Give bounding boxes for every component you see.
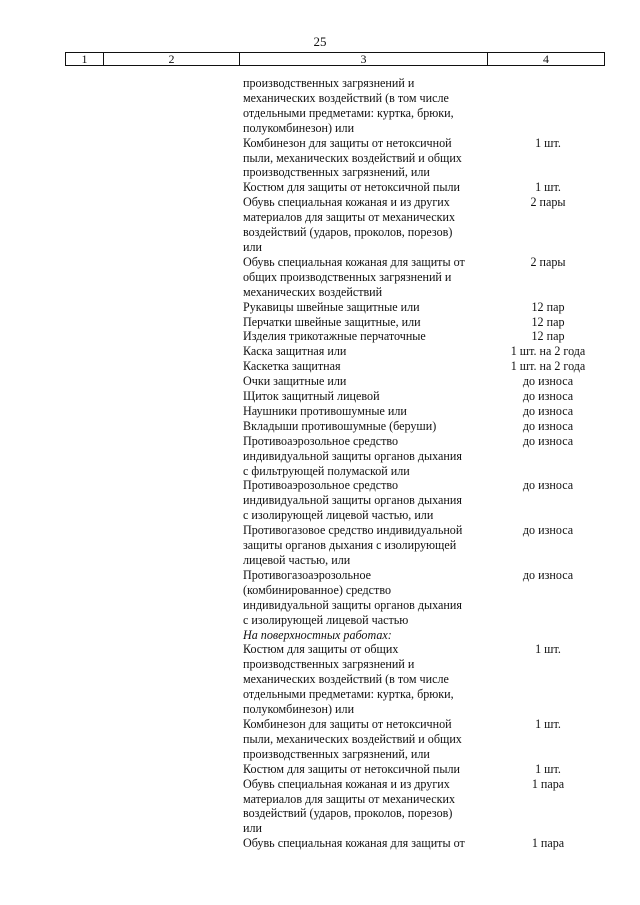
item-description-line: Щиток защитный лицевой bbox=[243, 389, 380, 404]
item-description-line: лицевой частью, или bbox=[243, 553, 351, 567]
item-description-line: Обувь специальная кожаная и из других bbox=[243, 776, 450, 791]
item-quantity: до износа bbox=[522, 567, 574, 582]
item-description-line: механических воздействий bbox=[243, 284, 383, 299]
item-description-line: или bbox=[243, 821, 262, 836]
item-description-line: производственных загрязнений и bbox=[243, 76, 415, 90]
item-description bbox=[243, 195, 493, 255]
item-description-line: Перчатки швейные защитные, или bbox=[243, 314, 421, 329]
item-description-line: Рукавицы швейные защитные или bbox=[243, 299, 420, 314]
item-quantity: 1 шт. на 2 года bbox=[510, 344, 586, 359]
item-description-line: индивидуальной защиты органов дыхания bbox=[243, 493, 462, 508]
item-quantity: до износа bbox=[522, 523, 574, 538]
table-header bbox=[65, 52, 605, 66]
column-header-1: 1 bbox=[66, 53, 104, 65]
item-description-line: производственных загрязнений, или bbox=[243, 165, 430, 180]
item-quantity: 2 пары bbox=[530, 254, 566, 269]
item-description-line: механических воздействий (в том числе bbox=[243, 90, 449, 105]
item-quantity bbox=[493, 76, 603, 136]
item-description-line: защиты органов дыхания с изолирующей bbox=[243, 538, 457, 553]
item-description bbox=[243, 76, 493, 136]
item-quantity: 1 шт. bbox=[535, 761, 561, 776]
item-description bbox=[243, 836, 493, 851]
item-description-line: материалов для защиты от механических bbox=[243, 210, 455, 225]
item-description-line: механических воздействий (в том числе bbox=[243, 672, 449, 687]
item-description-line: Комбинезон для защиты от нетоксичной bbox=[243, 135, 452, 150]
item-description bbox=[243, 478, 493, 523]
table-row bbox=[0, 404, 640, 419]
table-row bbox=[0, 389, 640, 404]
item-description bbox=[243, 344, 493, 359]
table-row bbox=[0, 434, 640, 479]
column-header-2: 2 bbox=[104, 53, 240, 65]
item-description-line: (комбинированное) средство bbox=[243, 582, 392, 597]
item-quantity: до износа bbox=[522, 389, 574, 404]
table-row bbox=[0, 777, 640, 837]
item-description-line: Обувь специальная кожаная и из других bbox=[243, 195, 450, 210]
item-description-line: Противоаэрозольное средство bbox=[243, 478, 399, 493]
item-description-line: с фильтрующей полумаской или bbox=[243, 463, 410, 478]
table-row bbox=[0, 762, 640, 777]
section-heading: На поверхностных работах: bbox=[243, 627, 392, 642]
table-row bbox=[0, 300, 640, 315]
table-row bbox=[0, 717, 640, 762]
item-quantity: 1 пара bbox=[531, 776, 565, 791]
table-row bbox=[0, 329, 640, 344]
item-description-line: Противогазовое средство индивидуальной bbox=[243, 523, 463, 538]
item-description bbox=[243, 359, 493, 374]
item-description-line: Костюм для защиты от нетоксичной пыли bbox=[243, 180, 460, 195]
column-header-4: 4 bbox=[543, 52, 549, 66]
item-description bbox=[243, 180, 493, 195]
table-body bbox=[0, 76, 640, 851]
item-quantity: 1 шт. bbox=[535, 135, 561, 150]
table-row bbox=[0, 255, 640, 300]
table-row bbox=[0, 195, 640, 255]
item-description-line: воздействий (ударов, проколов, порезов) bbox=[243, 806, 453, 821]
item-description-line: отдельными предметами: куртка, брюки, bbox=[243, 105, 454, 120]
item-description-line: пыли, механических воздействий и общих bbox=[243, 731, 462, 746]
item-description bbox=[243, 762, 493, 777]
item-description-line: пыли, механических воздействий и общих bbox=[243, 150, 462, 165]
item-description-line: полукомбинезон) или bbox=[243, 702, 355, 717]
item-description bbox=[243, 329, 493, 344]
table-row bbox=[0, 419, 640, 434]
item-description bbox=[243, 389, 493, 404]
item-description-line: Очки защитные или bbox=[243, 374, 347, 389]
item-description-line: Противоаэрозольное средство bbox=[243, 433, 399, 448]
item-description bbox=[243, 777, 493, 837]
table-row bbox=[0, 374, 640, 389]
item-description bbox=[243, 717, 493, 762]
item-description-line: или bbox=[243, 239, 262, 254]
table-row bbox=[0, 180, 640, 195]
item-description bbox=[243, 419, 493, 434]
item-quantity: 12 пар bbox=[531, 314, 565, 329]
table-row bbox=[0, 76, 640, 136]
item-quantity: 1 пара bbox=[531, 836, 565, 851]
item-description-line: производственных загрязнений, или bbox=[243, 746, 430, 761]
item-description-line: Комбинезон для защиты от нетоксичной bbox=[243, 716, 452, 731]
item-description-line: Наушники противошумные или bbox=[243, 403, 407, 418]
item-description-line: Обувь специальная кожаная для защиты от bbox=[243, 254, 465, 269]
item-quantity: 1 шт. bbox=[535, 642, 561, 657]
item-description bbox=[243, 434, 493, 479]
item-description-line: Вкладыши противошумные (беруши) bbox=[243, 418, 437, 433]
item-description-line: с изолирующей лицевой частью, или bbox=[243, 508, 434, 523]
item-quantity: до износа bbox=[522, 478, 574, 493]
item-description-line: Каскетка защитная bbox=[243, 359, 341, 374]
table-row bbox=[0, 359, 640, 374]
item-description-line: полукомбинезон) или bbox=[243, 120, 355, 135]
item-description-line: Противогазоаэрозольное bbox=[243, 567, 372, 582]
item-description-line: производственных загрязнений и bbox=[243, 657, 415, 672]
item-description-line: индивидуальной защиты органов дыхания bbox=[243, 448, 462, 463]
table-row bbox=[0, 836, 640, 851]
item-description bbox=[243, 374, 493, 389]
item-description-line: материалов для защиты от механических bbox=[243, 791, 455, 806]
item-quantity: 1 шт. на 2 года bbox=[510, 359, 586, 374]
item-quantity: 1 шт. bbox=[535, 716, 561, 731]
table-row bbox=[0, 642, 640, 717]
column-header-3: 3 bbox=[240, 53, 488, 65]
item-description bbox=[243, 523, 493, 568]
page-number: 25 bbox=[313, 34, 327, 49]
item-quantity: 12 пар bbox=[531, 299, 565, 314]
item-description-line: Обувь специальная кожаная для защиты от bbox=[243, 836, 465, 851]
item-description-line: общих производственных загрязнений и bbox=[243, 269, 452, 284]
item-description-line: Костюм для защиты от общих bbox=[243, 642, 399, 657]
table-row bbox=[0, 478, 640, 523]
item-quantity: до износа bbox=[522, 433, 574, 448]
table-row bbox=[0, 568, 640, 628]
item-description-line: Изделия трикотажные перчаточные bbox=[243, 329, 426, 344]
item-quantity: 12 пар bbox=[531, 329, 565, 344]
item-description-line: с изолирующей лицевой частью bbox=[243, 612, 409, 627]
table-row bbox=[0, 136, 640, 181]
table-row bbox=[0, 315, 640, 330]
item-description-line: Костюм для защиты от нетоксичной пыли bbox=[243, 761, 460, 776]
item-quantity: 1 шт. bbox=[535, 180, 561, 195]
item-description-line: воздействий (ударов, проколов, порезов) bbox=[243, 225, 453, 240]
item-quantity: до износа bbox=[522, 374, 574, 389]
item-description-line: Каска защитная или bbox=[243, 344, 347, 359]
table-row bbox=[0, 344, 640, 359]
item-quantity: до износа bbox=[522, 418, 574, 433]
table-row bbox=[0, 523, 640, 568]
item-description-line: индивидуальной защиты органов дыхания bbox=[243, 597, 462, 612]
item-description bbox=[243, 315, 493, 330]
item-quantity: до износа bbox=[522, 403, 574, 418]
item-description bbox=[243, 404, 493, 419]
item-description-line: отдельными предметами: куртка, брюки, bbox=[243, 687, 454, 702]
item-description bbox=[243, 642, 493, 717]
item-description bbox=[243, 136, 493, 181]
item-quantity: 2 пары bbox=[530, 195, 566, 210]
item-description bbox=[243, 568, 493, 628]
item-description bbox=[243, 255, 493, 300]
item-description bbox=[243, 300, 493, 315]
